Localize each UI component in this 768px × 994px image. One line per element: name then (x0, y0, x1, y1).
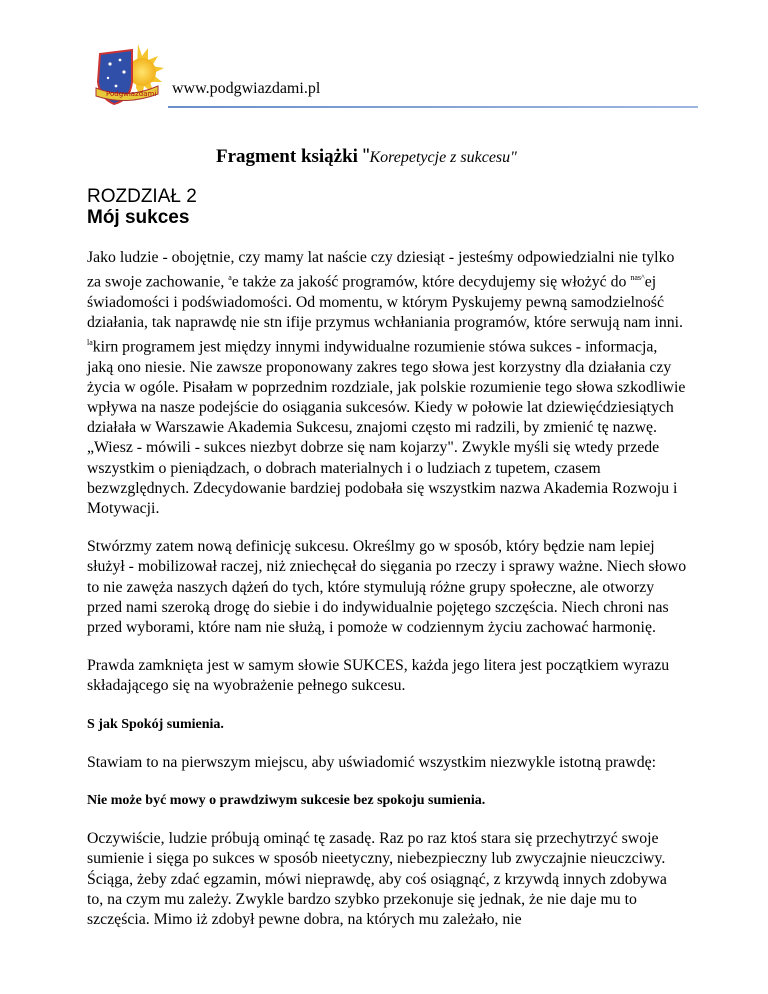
superscript-1: a (228, 273, 232, 283)
paragraph-7: Oczywiście, ludzie próbują ominąć tę zasadę. Raz po raz ktoś stara się przechytrzyć swoje sumienie i sięga po sukces w sposób nieetyczny, niebezpieczny lub zwyczajnie nieuczciwy. Ściąga, żeby zdać egzamin, mówi nieprawdę, aby coś osiągnąć, z krzywdą innych zdobywa to, na czym mu zależy. Zwykle bardzo szybko przekonuje się jednak, że nie daje mu to szczęścia. Mimo iż zdobył pewne dobra, na których mu zależało, nie (87, 830, 667, 929)
document-title (216, 146, 517, 168)
book-title: Korepetycje z sukcesu" (369, 149, 517, 166)
document-body (87, 248, 687, 948)
chapter-label: ROZDZIAŁ 2 (87, 186, 197, 207)
paragraph-1-part-c: ej świadomości i podświadomości. Od momentu, w którym Pyskujemy pewną samodzielność działania, tak naprawdę nie stn ifije przymus wchłaniania programów, które serwują nam inni. (87, 273, 683, 331)
paragraph-2: Stwórzmy zatem nową definicję sukcesu. Określmy go w sposób, który będzie nam lepiej służył - mobilizował raczej, niż zniechęcał do sięgania po rzeczy i sprawy ważne. Niech słowo to nie zawęża naszych dążeń do tych, które stymulują różne grupy społeczne, ale otworzy przed nami szeroką drogę do siebie i do indywidualnie pojętego szczęścia. Niech chroni nas przed wyborami, które nam nie służą, i pomoże w codziennym życiu zachować harmonię. (87, 538, 687, 636)
superscript-2: nas^ (630, 273, 645, 283)
header-divider (168, 106, 698, 108)
title-prefix: Fragment książki (216, 146, 363, 167)
paragraph-1-part-b: e także za jakość programów, które decydujemy się włożyć do (231, 273, 631, 291)
svg-text:Podgwiazdami: Podgwiazdami (106, 90, 157, 98)
chapter-name: Mój sukces (87, 207, 190, 228)
paragraph-1-part-a: Jako ludzie - obojętnie, czy mamy lat naście czy dziesiąt - jesteśmy odpowiedzialni nie tylko za swoje zachowanie, (87, 249, 675, 291)
paragraph-3: Prawda zamknięta jest w samym słowie SUKCES, każda jego litera jest początkiem wyrazu składającego się na wyobrażenie pełnego sukcesu. (87, 657, 670, 695)
podgwiazdami-logo-icon (92, 42, 166, 106)
key-statement: Nie może być mowy o prawdziwym sukcesie bez spokoju sumienia. (87, 793, 486, 808)
paragraph-5: Stawiam to na pierwszym miejscu, aby uświadomić wszystkim niezwykle istotną prawdę: (87, 753, 657, 771)
site-url[interactable]: www.podgwiazdami.pl (172, 80, 321, 97)
title-quote: " (362, 146, 370, 167)
paragraph-1 (87, 248, 687, 519)
paragraph-1-part-d: kirn programem jest między innymi indywidualne rozumienie stówa sukces - informacja, jaką ono niesie. Nie zawsze proponowany zakres tego słowa jest korzystny dla działania czy życia w ogóle. Pisałam w poprzednim rozdziale, jak polskie rozumienie tego słowa szkodliwie wpływa na nasze podejście do osiągania sukcesów. Kiedy w połowie lat dziewięćdziesiątych działała w Warszawie Akademia Sukcesu, znajomi często mi radzili, by zmienić tę nazwę. „Wiesz - mówili - sukces niezbyt dobrze się nam kojarzy". Zwykle myśli się wtedy przede wszystkim o pieniądzach, o dobrach materialnych i o ludziach z tupetem, czasem bezwzględnych. Zdecydowanie bardziej podobała się wszystkim nazwa Akademia Rozwoju i Motywacji. (87, 338, 686, 517)
section-heading-s: S jak Spokój sumienia. (87, 716, 224, 732)
superscript-3: la (87, 338, 93, 348)
page-header (92, 42, 697, 110)
